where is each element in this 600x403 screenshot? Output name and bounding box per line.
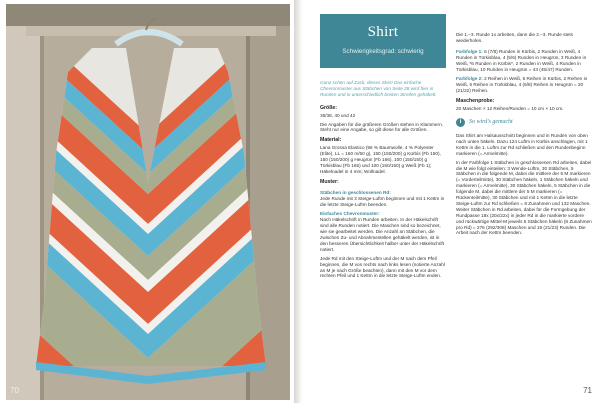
- gauge-text: 20 Maschen × 12 Reihen/Runden = 10 cm × 10 cm.: [456, 106, 564, 112]
- page-number: 71: [583, 386, 592, 395]
- shirt-photo: [6, 4, 290, 400]
- title-box: [320, 14, 446, 68]
- crochet-shirt-illustration: [6, 4, 290, 400]
- pattern1-subheading: Stäbchen in geschlossenen Rd:: [320, 189, 391, 195]
- pattern2-subheading: Einfaches Chevronmuster:: [320, 211, 380, 217]
- stripe-sequence-1: [456, 49, 592, 73]
- right-page: [308, 0, 600, 403]
- gauge-heading: Maschenprobe:: [456, 98, 495, 105]
- how-to-label: So wird's gemacht: [469, 118, 513, 125]
- info-icon: i: [456, 118, 465, 127]
- size-heading: Größe:: [320, 104, 338, 111]
- intro-text: Ganz schön auf Zack, dieses Shirt! Das einfache Chevronmuster aus Stäbchen von Seite 28 wird hier in Runden und in unterschiedlich breiten Streifen gehäkelt.: [320, 80, 437, 97]
- pattern3-text: Jede Rd mit den Steige-Luftm und der M nach dem Pfeil beginnen, die M von rechts nach links lesen (notierte Anzahl an M je nach Größe beachten), dann mit den M vor dem rechten Pfeil und 1 Kettm in die letzte Steige-Luftm enden.: [320, 255, 445, 279]
- stripe2-text: 2 Reihen in Weiß, 6 Reihen in Kürbis, 2 Reihen in Weiß, 6 Reihen in Türkisblau, 4 (6/8) Reihen in Heugrün = 20 (21/22) Reihen.: [456, 76, 588, 94]
- stripe-sequence-2: [456, 76, 592, 94]
- pattern2-text: Nach Häkelschrift in Runden arbeiten. In der Häkelschrift sind alle Runden notiert. Die Maschen sind so bezeichnet, wie sie gearbeitet werden. Die Anzahl an Stäbchen, die zwischen Zu- und Abnahmestellen gehäkelt werden, ist in den besseren Übersichtlichkeit halber unter der Häkelschrift notiert.: [320, 217, 445, 252]
- page-title: Shirt: [367, 24, 399, 40]
- right-text-column: [456, 32, 592, 239]
- pattern1-text: Jede Runde mit 3 Steige-Luftm beginnen und mit 1 Kettm in die letzte Steige-Luftm beenden.: [320, 195, 445, 207]
- stripe1-text: 6 (7/8) Runden in Kürbis, 2 Runden in Weiß, 4 Runden in Türkisblau, 4 (5/6) Runden in Heugrün, 3 Runden in Weiß, *6 Runden in Kürbis*, 2 Runden in Weiß, 4 Runden in Türkisblau, 10 Runden in Heugrün = 43 (45/47) Runden.: [456, 48, 587, 72]
- how-to-text-2: In der Farbfolge 1 Stäbchen in geschlossenen Rd arbeiten, dabei die M wie folgt einteilen: 3 Wende-Luftm, 30 Stäbchen, 5 Stäbchen in die folgende M, dabei die mittlere der 5 M markieren (= Vorderteilmitte), 30 Stäbchen häkeln, 1 Stäbchen häkeln und markieren (= Armelmitte), 30 Stäbchen häkeln, 5 Stäbchen in die folgende M, dabei die mittlere der 5 M markieren (= Rückenteilmitte), 30 Stäbchen und mit 1 Kettm in die letzte Steige-Luftm zur Rd schließen = 8 Zunahmen und 132 Maschen. Weiter Stäbchen in Rd arbeiten, dabei für die Formgebung der Rundpasse 18x (20x/22x) in jeder Rd in die markierte vordere und rückwärtige Mittel-M jeweils 5 Stäbchen häkeln (8 Zunahmen pro Rd) = 276 (292/308) Maschen und 19 (21/23) Runden. Die Arbeit nach der Kettm beenden.: [456, 159, 592, 236]
- difficulty-label: Schwierigkeitsgrad: schwierig: [342, 48, 424, 55]
- rounds-note: Die 1.–3. Runde 1x arbeiten, dann die 2.–3. Runde stets wiederholen.: [456, 32, 574, 43]
- size-value: 36/38, 40 und 42: [320, 112, 356, 118]
- material-heading: Material:: [320, 137, 342, 144]
- book-gutter: [294, 0, 308, 403]
- size-note: Die Angaben für die größeren Größen stehen in Klammern. Steht nur eine Angabe, so gilt diese für alle Größen.: [320, 121, 443, 133]
- page-number: 70: [10, 386, 19, 395]
- pattern-heading: Muster:: [320, 178, 339, 185]
- left-page: [0, 0, 294, 403]
- how-to-text-1: Das Shirt am Halsausschnitt beginnen und in Runden von oben nach unten häkeln. Dazu 124 Luftm in Kürbis anschlagen, mit 1 Kettm in die 1. Luftm zur Rd schließen und den Rundenbeginn markieren (= Armelmitte).: [456, 132, 588, 156]
- how-to-heading: [456, 118, 592, 127]
- stripe1-label: Farbfolge 1:: [456, 48, 483, 54]
- left-text-column: [320, 80, 446, 282]
- stripe2-label: Farbfolge 2:: [456, 76, 483, 82]
- material-text: Lana Grossa Elastico (96 % Baumwolle, 4 % Polyester (Elite), LL = 160 m/50 g), 150 (150/200) g Kürbis (Fb 150), 150 (150/200) g Heugrün (Fb 166), 100 (150/150) g Türkisblau (Fb 165) und 100 (150/150) g Weiß (Fb 1); Häkelnadel in 4 mm; Wollnadel.: [320, 145, 441, 174]
